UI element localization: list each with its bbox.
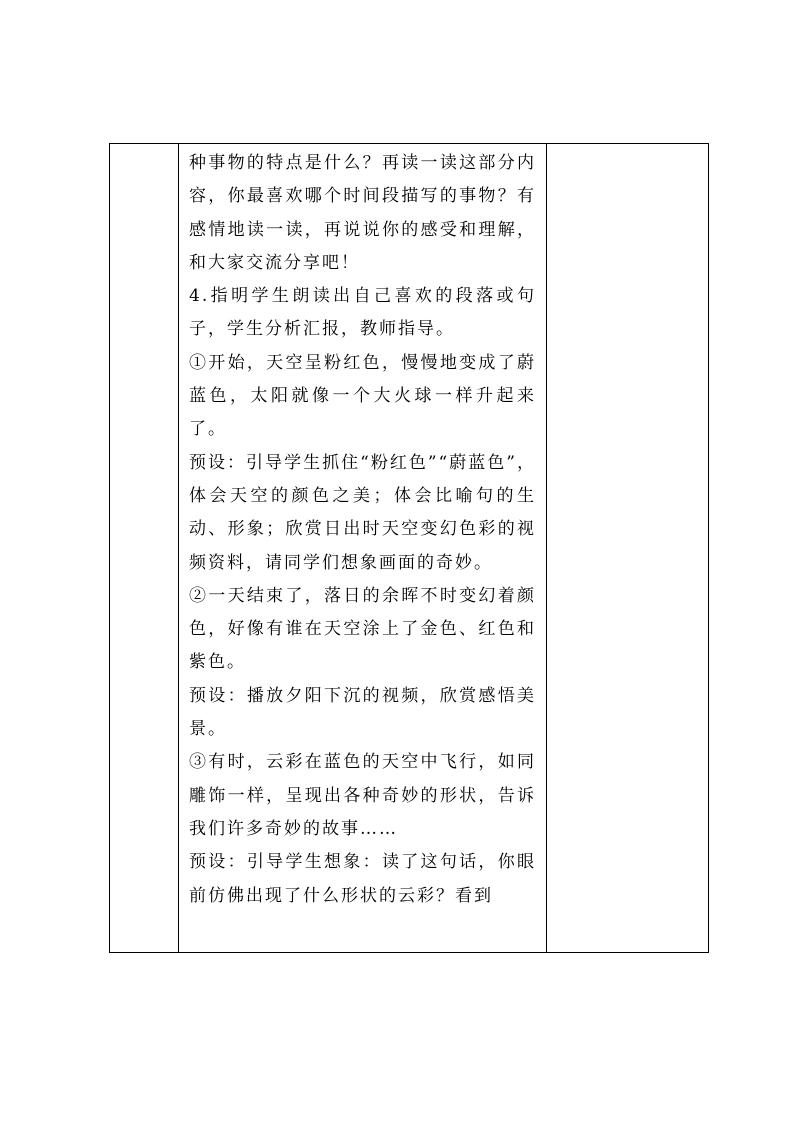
lesson-plan-table [109,143,709,953]
teaching-process-cell [179,144,547,953]
paragraph-preset-3: 预设：引导学生想象：读了这句话，你眼前仿佛出现了什么形状的云彩？看到 [189,852,536,906]
table-row [110,144,709,953]
left-empty-cell [110,144,179,953]
paragraph-sentence-2: ②一天结束了，落日的余晖不时变幻着颜色，好像有谁在天空涂上了金色、红色和紫色。 [189,585,536,673]
paragraph-sentence-3: ③有时，云彩在蓝色的天空中飞行，如同雕饰一样，呈现出各种奇妙的形状，告诉我们许多奇妙的故事…… [189,752,536,839]
paragraph-question-continuation: 种事物的特点是什么？再读一读这部分内容，你最喜欢哪个时间段描写的事物？有感情地读一读，再说说你的感受和理解，和大家交流分享吧！ [189,153,536,273]
teaching-process-content [179,144,546,913]
paragraph-step-4: 4.指明学生朗读出自己喜欢的段落或句子，学生分析汇报，教师指导。 [189,286,536,340]
paragraph-sentence-1: ①开始，天空呈粉红色，慢慢地变成了蔚蓝色，太阳就像一个大火球一样升起来了。 [189,352,536,440]
paragraph-preset-2: 预设：播放夕阳下沉的视频，欣赏感悟美景。 [189,685,536,740]
paragraph-preset-1: 预设：引导学生抓住“粉红色”“蔚蓝色”，体会天空的颜色之美；体会比喻句的生动、形象；欣赏日出时天空变幻色彩的视频资料，请同学们想象画面的奇妙。 [189,452,536,573]
right-empty-cell [547,144,709,953]
